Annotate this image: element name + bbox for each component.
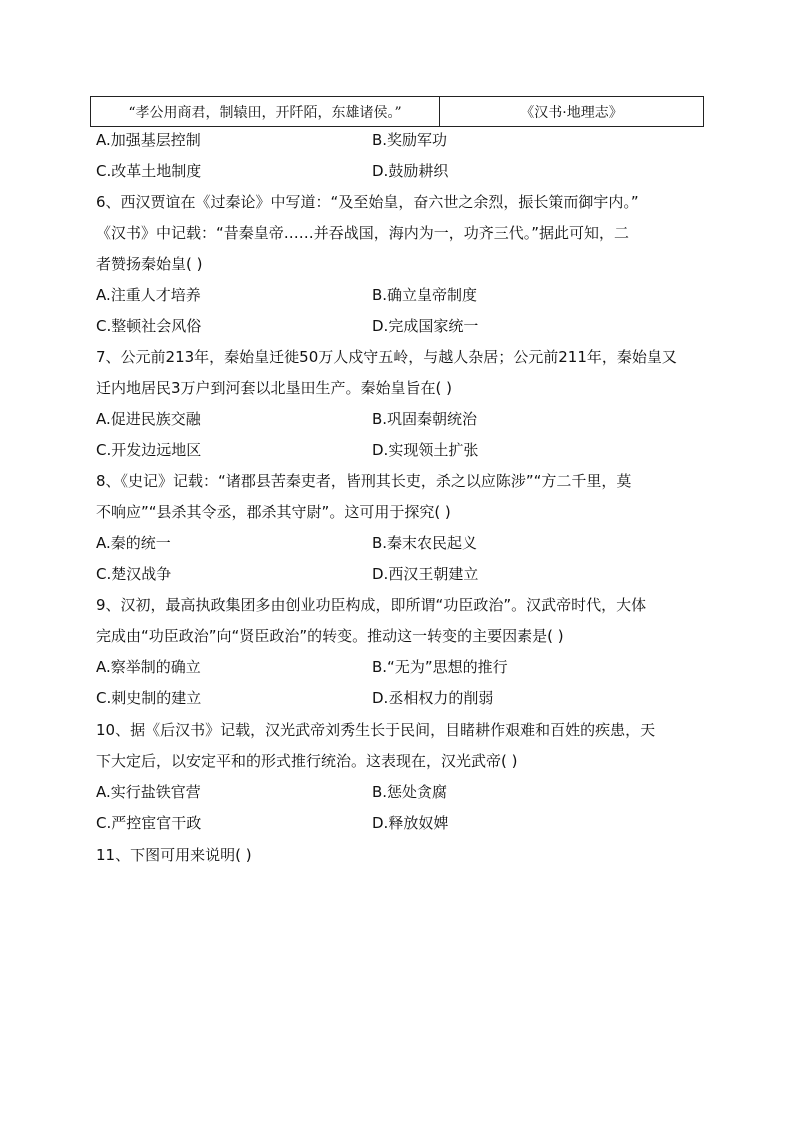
option-b[interactable]: B.奖励军功 [372, 131, 448, 149]
option-b[interactable]: B.秦末农民起义 [372, 534, 478, 552]
option-c[interactable]: C.改革土地制度 [96, 162, 202, 180]
option-d[interactable]: D.西汉王朝建立 [372, 565, 479, 583]
option-b[interactable]: B.巩固秦朝统治 [372, 410, 478, 428]
question-text: 11、下图可用来说明( ) [96, 846, 252, 864]
option-d[interactable]: D.实现领土扩张 [372, 441, 479, 459]
question-text: 7、公元前213年，秦始皇迁徙50万人戍守五岭，与越人杂居；公元前211年，秦始皇又 [96, 348, 677, 366]
question-text: 者赞扬秦始皇( ) [96, 255, 203, 273]
quote-table [90, 96, 704, 127]
option-d[interactable]: D.释放奴婢 [372, 814, 449, 832]
question-text: 不响应”“县杀其令丞，郡杀其守尉”。这可用于探究( ) [96, 503, 451, 521]
quote-source: 《汉书·地理志》 [520, 104, 623, 121]
question-text: 9、汉初，最高执政集团多由创业功臣构成，即所谓“功臣政治”。汉武帝时代，大体 [96, 596, 647, 614]
quote-text: “孝公用商君，制辕田，开阡陌，东雄诸侯。” [91, 97, 440, 126]
option-d[interactable]: D.完成国家统一 [372, 317, 479, 335]
option-c[interactable]: C.严控宦官干政 [96, 814, 202, 832]
option-b[interactable]: B.“无为”思想的推行 [372, 658, 508, 676]
question-text: 10、据《后汉书》记载，汉光武帝刘秀生长于民间，目睹耕作艰难和百姓的疾患，天 [96, 721, 656, 739]
question-text: 迁内地居民3万户到河套以北垦田生产。秦始皇旨在( ) [96, 379, 453, 397]
option-b[interactable]: B.确立皇帝制度 [372, 286, 478, 304]
option-a[interactable]: A.察举制的确立 [96, 658, 201, 676]
option-a[interactable]: A.秦的统一 [96, 534, 171, 552]
option-c[interactable]: C.开发边远地区 [96, 441, 202, 459]
option-a[interactable]: A.实行盐铁官营 [96, 783, 201, 801]
question-text: 完成由“功臣政治”向“贤臣政治”的转变。推动这一转变的主要因素是( ) [96, 627, 564, 645]
option-d[interactable]: D.鼓励耕织 [372, 162, 449, 180]
option-c[interactable]: C.整顿社会风俗 [96, 317, 202, 335]
option-a[interactable]: A.加强基层控制 [96, 131, 201, 149]
question-text: 6、西汉贾谊在《过秦论》中写道：“及至始皇，奋六世之余烈，振长策而御宇内。” [96, 193, 639, 211]
option-b[interactable]: B.惩处贪腐 [372, 783, 448, 801]
option-a[interactable]: A.注重人才培养 [96, 286, 201, 304]
question-text: 《汉书》中记载：“昔秦皇帝……并吞战国，海内为一，功齐三代。”据此可知，二 [96, 224, 630, 242]
option-c[interactable]: C.刺史制的建立 [96, 689, 202, 707]
question-text: 8、《史记》记载：“诸郡县苦秦吏者，皆刑其长吏，杀之以应陈涉”“方二千里，莫 [96, 472, 632, 490]
question-text: 下大定后，以安定平和的形式推行统治。这表现在，汉光武帝( ) [96, 752, 518, 770]
option-d[interactable]: D.丞相权力的削弱 [372, 689, 494, 707]
option-c[interactable]: C.楚汉战争 [96, 565, 172, 583]
option-a[interactable]: A.促进民族交融 [96, 410, 201, 428]
